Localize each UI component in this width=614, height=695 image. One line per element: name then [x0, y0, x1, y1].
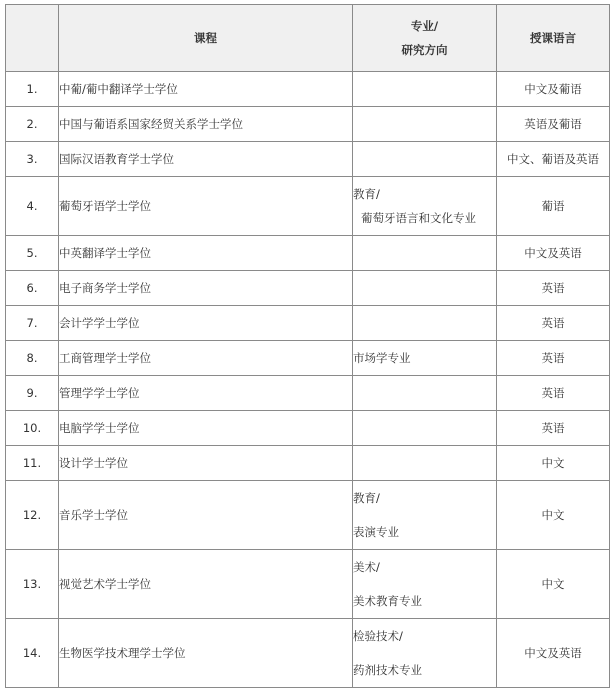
row-language: 中文 [497, 550, 610, 619]
row-major [353, 107, 497, 142]
table-row [6, 619, 610, 688]
row-major-line: 美术/ [353, 560, 380, 574]
row-language: 葡语 [497, 177, 610, 236]
table-row [6, 341, 610, 376]
row-course: 会计学学士学位 [59, 306, 353, 341]
row-course: 设计学士学位 [59, 446, 353, 481]
table-row [6, 411, 610, 446]
row-language: 英语 [497, 306, 610, 341]
row-course: 音乐学士学位 [59, 481, 353, 550]
row-major-line: 教育/ [353, 491, 380, 505]
row-language: 中文、葡语及英语 [497, 142, 610, 177]
row-course: 国际汉语教育学士学位 [59, 142, 353, 177]
row-course: 中英翻译学士学位 [59, 236, 353, 271]
table-row [6, 72, 610, 107]
programs-table [5, 4, 610, 688]
row-major-line: 葡萄牙语言和文化专业 [361, 211, 476, 225]
header-major-line1: 专业/ [410, 19, 439, 33]
row-course: 电子商务学士学位 [59, 271, 353, 306]
row-major [353, 341, 497, 376]
row-index: 10. [6, 411, 59, 446]
header-major [353, 5, 497, 72]
row-major [353, 271, 497, 306]
table-row [6, 481, 610, 550]
row-index: 1. [6, 72, 59, 107]
row-major [353, 306, 497, 341]
row-index: 5. [6, 236, 59, 271]
row-major-line: 表演专业 [353, 525, 399, 539]
table-row [6, 236, 610, 271]
row-index: 7. [6, 306, 59, 341]
row-major-line: 检验技术/ [353, 629, 403, 643]
row-language: 中文 [497, 481, 610, 550]
row-language: 英语及葡语 [497, 107, 610, 142]
table-row [6, 177, 610, 236]
row-course: 中葡/葡中翻译学士学位 [59, 72, 353, 107]
row-major [353, 411, 497, 446]
table-row [6, 306, 610, 341]
row-course: 葡萄牙语学士学位 [59, 177, 353, 236]
row-index: 9. [6, 376, 59, 411]
table-row [6, 271, 610, 306]
row-major [353, 236, 497, 271]
row-major [353, 550, 497, 619]
table-row [6, 376, 610, 411]
row-major-line: 市场学专业 [353, 351, 411, 365]
row-major [353, 72, 497, 107]
table-row [6, 446, 610, 481]
row-index: 8. [6, 341, 59, 376]
row-course: 电脑学学士学位 [59, 411, 353, 446]
row-course: 中国与葡语系国家经贸关系学士学位 [59, 107, 353, 142]
row-course: 管理学学士学位 [59, 376, 353, 411]
row-major-line: 药剂技术专业 [353, 663, 422, 677]
row-language: 英语 [497, 341, 610, 376]
row-major [353, 481, 497, 550]
row-language: 中文 [497, 446, 610, 481]
row-language: 中文及葡语 [497, 72, 610, 107]
row-language: 中文及英语 [497, 619, 610, 688]
row-course: 视觉艺术学士学位 [59, 550, 353, 619]
row-major [353, 142, 497, 177]
row-index: 2. [6, 107, 59, 142]
row-major [353, 376, 497, 411]
header-language: 授课语言 [497, 5, 610, 72]
row-language: 英语 [497, 376, 610, 411]
row-major [353, 446, 497, 481]
row-language: 中文及英语 [497, 236, 610, 271]
header-major-line2: 研究方向 [401, 43, 448, 57]
row-major-line: 美术教育专业 [353, 594, 422, 608]
row-index: 4. [6, 177, 59, 236]
row-major [353, 177, 497, 236]
header-course: 课程 [59, 5, 353, 72]
row-course: 工商管理学士学位 [59, 341, 353, 376]
row-major [353, 619, 497, 688]
table-row [6, 142, 610, 177]
table-row [6, 550, 610, 619]
row-index: 13. [6, 550, 59, 619]
row-language: 英语 [497, 411, 610, 446]
row-index: 3. [6, 142, 59, 177]
header-index [6, 5, 59, 72]
row-major-line: 教育/ [353, 187, 380, 201]
row-index: 14. [6, 619, 59, 688]
row-index: 6. [6, 271, 59, 306]
table-header-row [6, 5, 610, 72]
table-row [6, 107, 610, 142]
row-index: 11. [6, 446, 59, 481]
row-language: 英语 [497, 271, 610, 306]
row-index: 12. [6, 481, 59, 550]
row-course: 生物医学技术理学士学位 [59, 619, 353, 688]
